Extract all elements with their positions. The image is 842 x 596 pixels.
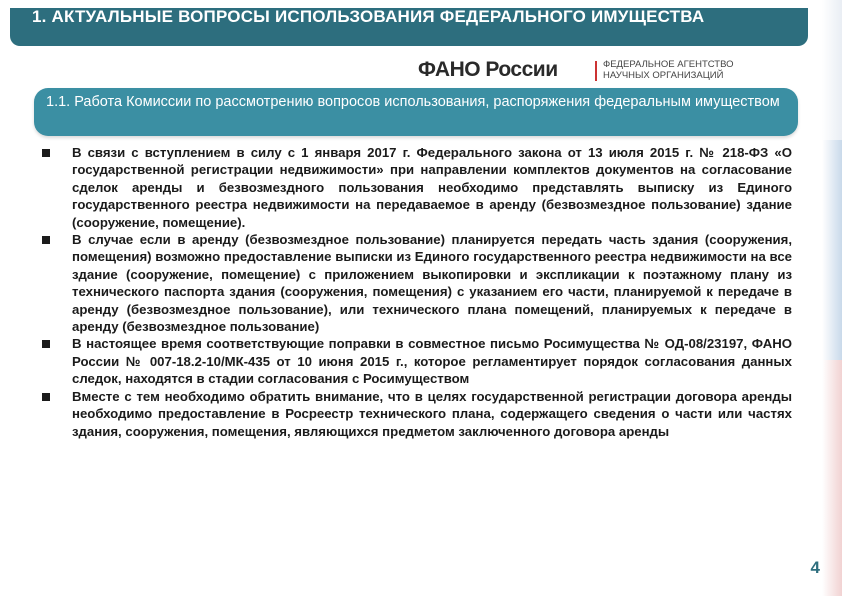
page-number: 4 — [810, 558, 820, 577]
logo-sub-text: ФЕДЕРАЛЬНОЕ АГЕНТСТВО НАУЧНЫХ ОРГАНИЗАЦИЙ — [603, 59, 734, 81]
section-subtitle: 1.1. Работа Комиссии по рассмотрению вопросов использования, распоряжения федеральным имуществом — [46, 94, 780, 110]
flag-stripe-white — [822, 0, 842, 140]
square-bullet-icon — [42, 393, 50, 401]
bullet-item — [36, 335, 792, 387]
square-bullet-icon — [42, 236, 50, 244]
bullet-text: В настоящее время соответствующие поправки в совместное письмо Росимущества № ОД-08/23197, ФАНО России № 007-18.2-10/МК-435 от 10 июня 2015 г., которое регламентирует порядок согласования данных следок, находятся в стадии согласования с Росимуществом — [72, 336, 792, 387]
square-bullet-icon — [42, 340, 50, 348]
title-bar — [10, 8, 808, 46]
flag-stripe-blue — [822, 140, 842, 360]
bullet-list — [36, 144, 792, 440]
slide-title: 1. АКТУАЛЬНЫЕ ВОПРОСЫ ИСПОЛЬЗОВАНИЯ ФЕДЕРАЛЬНОГО ИМУЩЕСТВА — [32, 8, 705, 26]
logo-divider — [595, 61, 597, 81]
logo-main-text: ФАНО России — [418, 58, 558, 81]
bullet-text: В связи с вступлением в силу с 1 января 2017 г. Федерального закона от 13 июля 2015 г. № 218-ФЗ «О государственной регистрации недвижимости» при направлении комплектов документов на согласование сделок аренды и безвозмездного пользования необходимо представлять выписку из Единого государственного реестра недвижимости на передаваемое в аренду (безвозмездное пользование) здание (сооружение, помещение). — [72, 145, 792, 230]
subtitle-bar — [34, 88, 798, 136]
bullet-item — [36, 231, 792, 335]
square-bullet-icon — [42, 149, 50, 157]
bullet-item — [36, 144, 792, 231]
bullet-text: Вместе с тем необходимо обратить внимание, что в целях государственной регистрации договора аренды необходимо предоставление в Росреестр технического плана, содержащего сведения о части или частях здания, сооружения, помещения, являющихся предметом заключенного договора аренды — [72, 388, 792, 439]
bullet-text: В случае если в аренду (безвозмездное пользование) планируется передать часть здания (сооружения, помещения) возможно предоставление выписки из Единого государственного реестра недвижимости на все здание (сооружение, помещение) с приложением выкопировки и экспликации к поэтажному плану из технического паспорта здания (сооружения, помещения) с указанием его части, планируемой к передаче в аренду (безвозмездное пользование), или технического плана помещений, планируемых к передаче в аренду (безвозмездное пользование) — [72, 232, 792, 335]
flag-stripe-red — [822, 360, 842, 596]
bullet-item — [36, 388, 792, 440]
